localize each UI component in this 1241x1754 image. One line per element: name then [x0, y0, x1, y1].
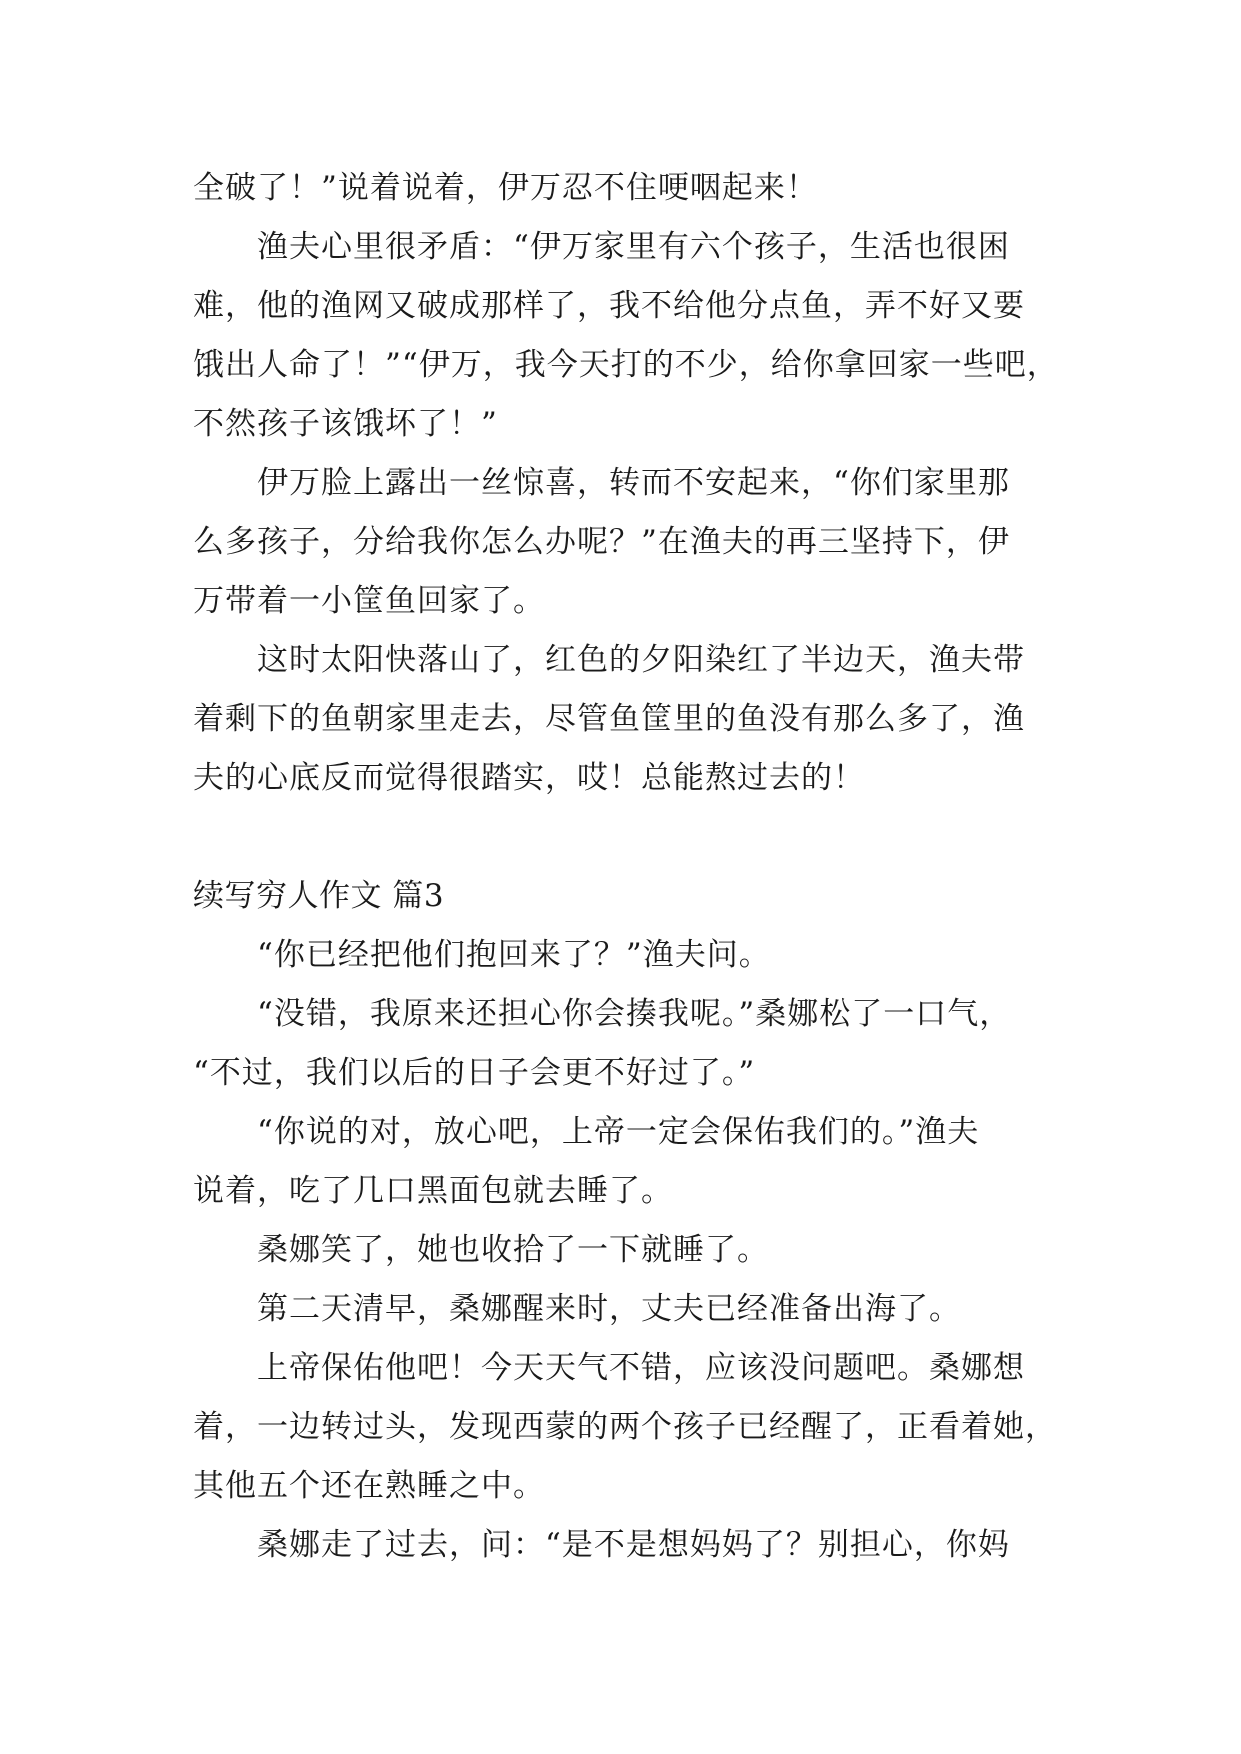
text-line: 万带着一小筐鱼回家了。: [193, 583, 545, 619]
text-line: 着剩下的鱼朝家里走去，尽管鱼筐里的鱼没有那么多了，渔: [193, 701, 1025, 737]
text-line: “你说的对，放心吧，上帝一定会保佑我们的。”渔夫: [257, 1114, 980, 1150]
text-line: 其他五个还在熟睡之中。: [193, 1468, 545, 1504]
text-line: 夫的心底反而觉得很踏实，哎！总能熬过去的！: [193, 760, 865, 796]
text-line: 着，一边转过头，发现西蒙的两个孩子已经醒了，正看着她，: [193, 1409, 1057, 1445]
text-line: 这时太阳快落山了，红色的夕阳染红了半边天，渔夫带: [257, 642, 1025, 678]
text-line: 不然孩子该饿坏了！”: [193, 406, 498, 442]
text-line: 难，他的渔网又破成那样了，我不给他分点鱼，弄不好又要: [193, 288, 1025, 324]
text-line: “没错，我原来还担心你会揍我呢。”桑娜松了一口气，: [257, 996, 1012, 1032]
text-line: 上帝保佑他吧！今天天气不错，应该没问题吧。桑娜想: [257, 1350, 1025, 1386]
text-line: 全破了！”说着说着，伊万忍不住哽咽起来！: [193, 170, 818, 206]
text-line: “不过，我们以后的日子会更不好过了。”: [193, 1055, 756, 1091]
text-line: 饿出人命了！”“伊万，我今天打的不少，给你拿回家一些吧，: [193, 347, 1059, 383]
text-line: 第二天清早，桑娜醒来时，丈夫已经准备出海了。: [257, 1291, 961, 1327]
text-line: 桑娜笑了，她也收拾了一下就睡了。: [257, 1232, 769, 1268]
text-line: 么多孩子，分给我你怎么办呢？”在渔夫的再三坚持下，伊: [193, 524, 1010, 560]
text-line: 说着，吃了几口黑面包就去睡了。: [193, 1173, 673, 1209]
text-line: 伊万脸上露出一丝惊喜，转而不安起来，“你们家里那: [257, 465, 1010, 501]
text-line: 桑娜走了过去，问：“是不是想妈妈了？别担心，你妈: [257, 1527, 1010, 1563]
section-heading: 续写穷人作文 篇3: [193, 878, 445, 914]
text-line: 渔夫心里很矛盾：“伊万家里有六个孩子，生活也很困: [257, 229, 1010, 265]
text-line: “你已经把他们抱回来了？”渔夫问。: [257, 937, 771, 973]
